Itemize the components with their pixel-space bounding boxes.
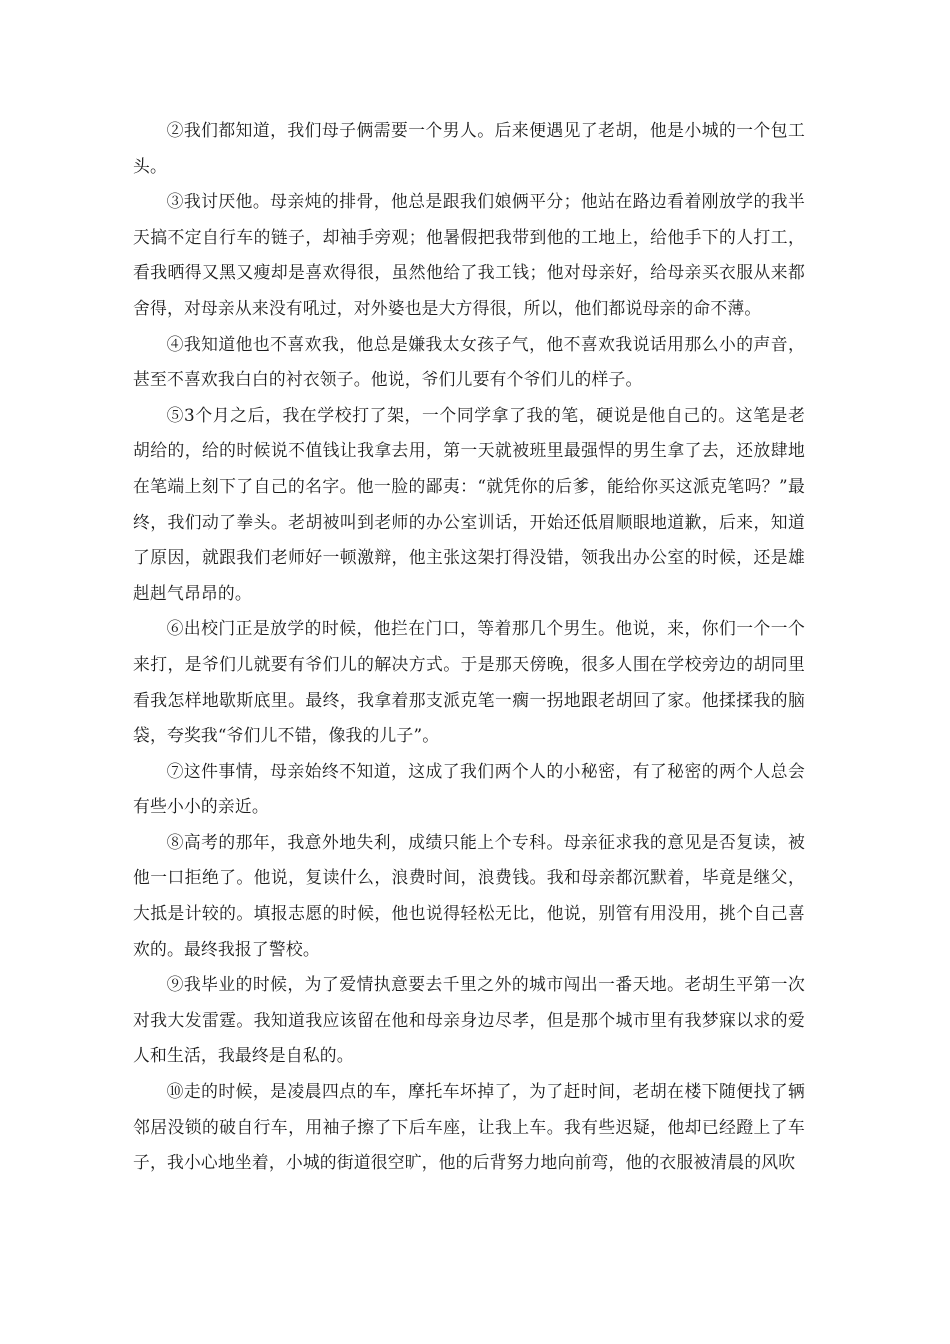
paragraph-9: ⑨我毕业的时候，为了爱情执意要去千里之外的城市闯出一番天地。老胡生平第一次对我大发雷霆。我知道我应该留在他和母亲身边尽孝，但是那个城市里有我梦寐以求的爱人和生活，我最终是自私的。: [133, 974, 805, 1066]
paragraph-4: ④我知道他也不喜欢我，他总是嫌我太女孩子气，他不喜欢我说话用那么小的声音，甚至不喜欢我白白的衬衣领子。他说，爷们儿要有个爷们儿的样子。: [133, 333, 805, 390]
paragraph-7: ⑦这件事情，母亲始终不知道，这成了我们两个人的小秘密，有了秘密的两个人总会有些小小的亲近。: [133, 760, 805, 817]
paragraph-6: ⑥出校门正是放学的时候，他拦在门口，等着那几个男生。他说，来，你们一个一个来打，是爷们儿就要有爷们儿的解决方式。于是那天傍晚，很多人围在学校旁边的胡同里看我怎样地歇斯底里。最终，我拿着那支派克笔一瘸一拐地跟老胡回了家。他揉揉我的脑袋，夸奖我“爷们儿不错，像我的儿子”。: [133, 618, 805, 746]
paragraph-3: ③我讨厌他。母亲炖的排骨，他总是跟我们娘俩平分；他站在路边看着刚放学的我半天搞不定自行车的链子，却袖手旁观；他暑假把我带到他的工地上，给他手下的人打工，看我晒得又黑又瘦却是喜欢得很，虽然他给了我工钱；他对母亲好，给母亲买衣服从来都舍得，对母亲从来没有吼过，对外婆也是大方得很，所以，他们都说母亲的命不薄。: [133, 191, 805, 318]
article-body: [133, 113, 805, 1181]
paragraph-8: ⑧高考的那年，我意外地失利，成绩只能上个专科。母亲征求我的意见是否复读，被他一口拒绝了。他说，复读什么，浪费时间，浪费钱。我和母亲都沉默着，毕竟是继父，大抵是计较的。填报志愿的时候，他也说得轻松无比，他说，别管有用没用，挑个自己喜欢的。最终我报了警校。: [133, 831, 805, 959]
paragraph-2: ②我们都知道，我们母子俩需要一个男人。后来便遇见了老胡，他是小城的一个包工头。: [133, 120, 805, 176]
paragraph-10: ⑩走的时候，是凌晨四点的车，摩托车坏掉了，为了赶时间，老胡在楼下随便找了辆邻居没锁的破自行车，用袖子擦了下后车座，让我上车。我有些迟疑，他却已经蹬上了车子，我小心地坐着，小城的街道很空旷，他的后背努力地向前弯，他的衣服被清晨的风吹: [133, 1081, 805, 1173]
paragraph-5: ⑤3个月之后，我在学校打了架，一个同学拿了我的笔，硬说是他自己的。这笔是老胡给的，给的时候说不值钱让我拿去用，第一天就被班里最强悍的男生拿了去，还放肆地在笔端上刻下了自己的名字。他一脸的鄙夷：“就凭你的后爹，能给你买这派克笔吗？”最终，我们动了拳头。老胡被叫到老师的办公室训话，开始还低眉顺眼地道歉，后来，知道了原因，就跟我们老师好一顿激辩，他主张这架打得没错，领我出办公室的时候，还是雄赳赳气昂昂的。: [133, 404, 805, 603]
